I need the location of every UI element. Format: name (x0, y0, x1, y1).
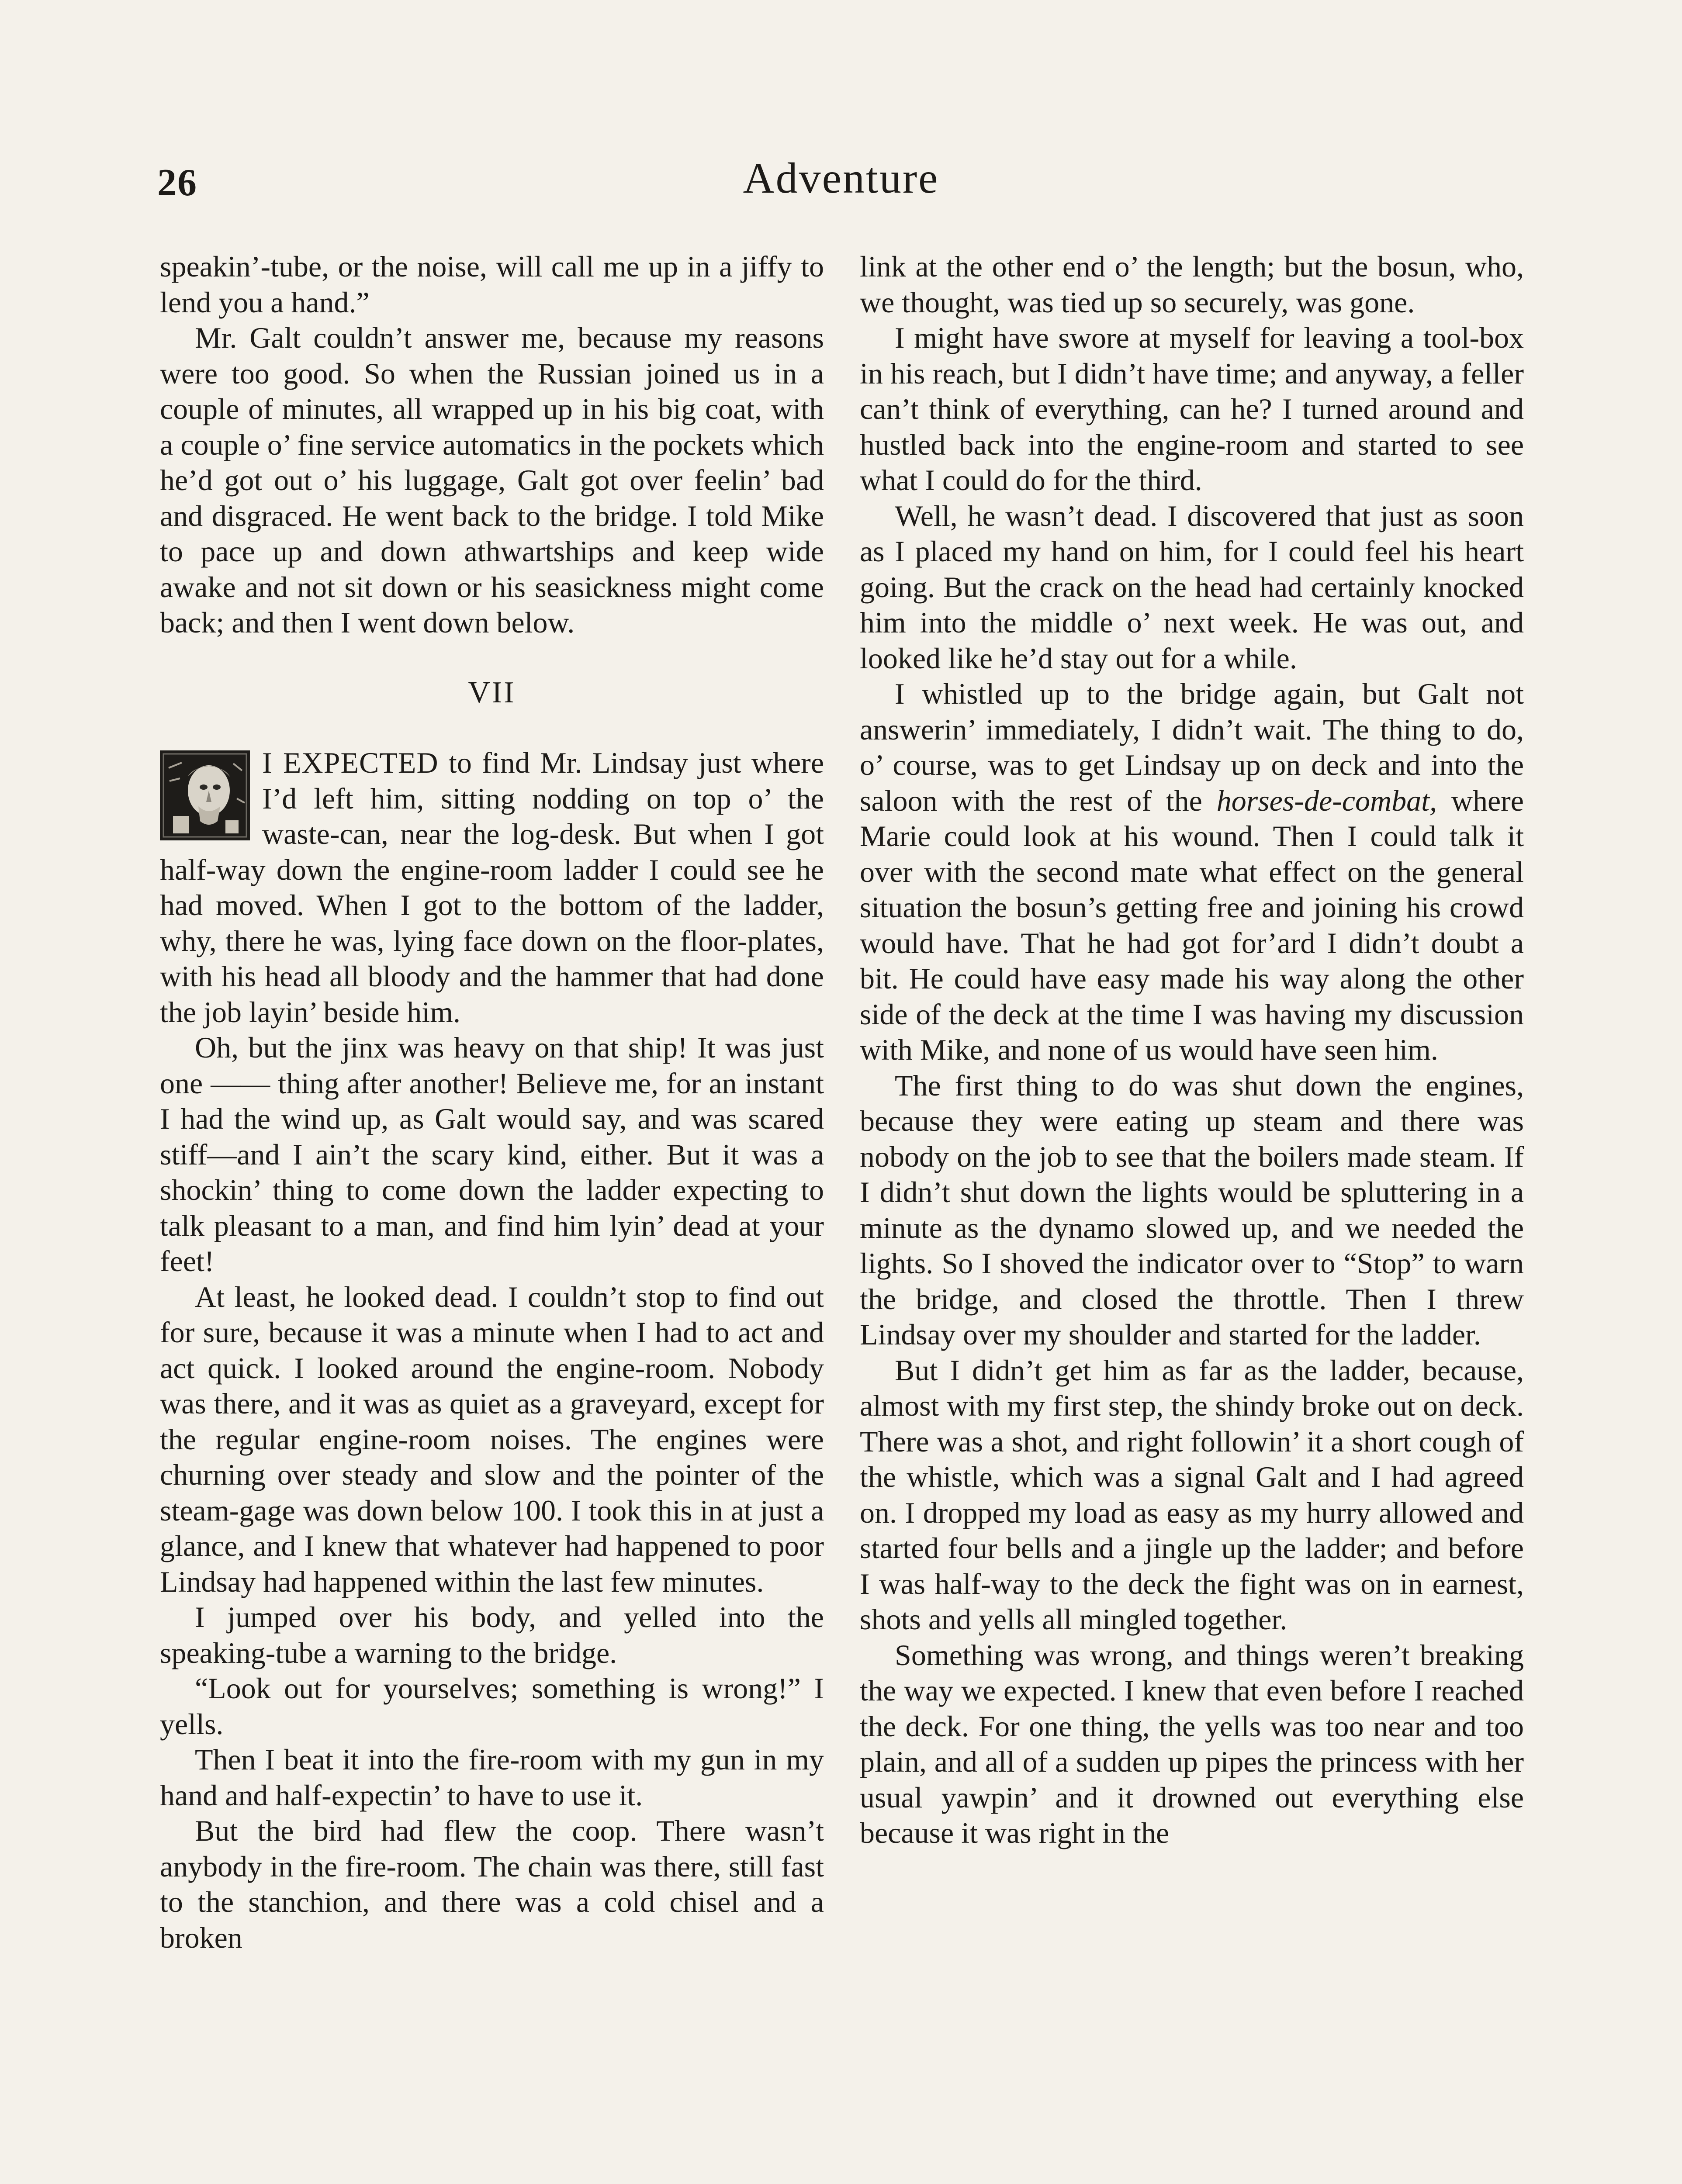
left-column (160, 249, 824, 1956)
italic-phrase: horses-de-combat, (1216, 784, 1437, 817)
paragraph: Something was wrong, and things weren’t breaking the way we expected. I knew that even before I reached the deck. For one thing, the yells was too near and too plain, and all of a sudden up pipes the princess with her usual yawpin’ and it drowned out everything else because it was right in the (860, 1638, 1524, 1849)
chapter-opening (160, 745, 824, 1030)
drop-lead-text: I EXPECTED (262, 746, 439, 779)
paragraph: I EXPECTED to find Mr. Lindsay just where I’d left him, sitting nodding on top o’ the waste-can, near the log-desk. But when I got half-way down the engine-room ladder I could see he had moved. When I got to the bottom of the ladder, why, there he was, lying face down on the floor-plates, with his head all bloody and the hammer that had done the job layin’ beside him. (160, 746, 824, 1029)
paragraph: speakin’-tube, or the noise, will call me up in a jiffy to lend you a hand.” (160, 250, 824, 319)
section-heading: VII (468, 675, 516, 709)
paragraph: I whistled up to the bridge again, but Galt not answerin’ immediately, I didn’t wait. The thing to do, o’ course, was to get Lindsay up on deck and into the saloon with the rest of the horses-de-combat, where Marie could look at his wound. Then I could talk it over with the second mate what effect on the general situation the bosun’s getting free and joining his crowd would have. That he had got for’ard I didn’t doubt a bit. He could have easy made his way along the other side of the deck at the time I was having my discussion with Mike, and none of us would have seen him. (860, 677, 1524, 1066)
illustrated-initial-icon (160, 750, 250, 840)
paragraph: link at the other end o’ the length; but the bosun, who, we thought, was tied up so securely, was gone. (860, 250, 1524, 319)
paragraph: But the bird had flew the coop. There wasn’t anybody in the fire-room. The chain was there, still fast to the stanchion, and there was a cold chisel and a broken (160, 1814, 824, 1954)
running-head-title: Adventure (743, 154, 939, 202)
page-header (157, 153, 1525, 218)
paragraph: At least, he looked dead. I couldn’t stop to find out for sure, because it was a minute when I had to act and act quick. I looked around the engine-room. Nobody was there, and it was as quiet as a graveyard, except for the regular engine-room noises. The engines were churning over steady and slow and the pointer of the steam-gage was down below 100. I took this in at just a glance, and I knew that whatever had happened to poor Lindsay had happened within the last few minutes. (160, 1280, 824, 1598)
paragraph: Oh, but the jinx was heavy on that ship! It was just one —— thing after another! Believe me, for an instant I had the wind up, as Galt would say, and was scared stiff—and I ain’t the scary kind, either. But it was a shockin’ thing to come down the ladder expecting to talk pleasant to a man, and find him lyin’ dead at your feet! (160, 1031, 824, 1278)
page-number: 26 (157, 162, 197, 204)
paragraph: I jumped over his body, and yelled into the speaking-tube a warning to the bridge. (160, 1600, 824, 1669)
right-column (860, 249, 1524, 1851)
paragraph: Mr. Galt couldn’t answer me, because my reasons were too good. So when the Russian joined us in a couple of minutes, all wrapped up in his big coat, with a couple o’ fine service automatics in the pockets which he’d got out o’ his luggage, Galt got over feelin’ bad and disgraced. He went back to the bridge. I told Mike to pace up and down athwartships and keep wide awake and not sit down or his seasickness might come back; and then I went down below. (160, 321, 824, 639)
paragraph: Then I beat it into the fire-room with my gun in my hand and half-expectin’ to have to use it. (160, 1743, 824, 1812)
paragraph: The first thing to do was shut down the engines, because they were eating up steam and there was nobody on the job to see that the boilers made steam. If I didn’t shut down the lights would be spluttering in a minute as the dynamo slowed up, and we needed the lights. So I shoved the indicator over to “Stop” to warn the bridge, and closed the throttle. Then I threw Lindsay over my shoulder and started for the ladder. (860, 1068, 1524, 1351)
paragraph: “Look out for yourselves; something is wrong!” I yells. (160, 1672, 824, 1741)
paragraph: I might have swore at myself for leaving a tool-box in his reach, but I didn’t have time; and anyway, a feller can’t think of everything, can he? I turned around and hustled back into the engine-room and started to see what I could do for the third. (860, 321, 1524, 497)
paragraph: Well, he wasn’t dead. I discovered that just as soon as I placed my hand on him, for I could feel his heart going. But the crack on the head had certainly knocked him into the middle o’ next week. He was out, and looked like he’d stay out for a while. (860, 499, 1524, 675)
paragraph: But I didn’t get him as far as the ladder, because, almost with my first step, the shindy broke out on deck. There was a shot, and right followin’ it a short cough of the whistle, which was a signal Galt and I had agreed on. I dropped my load as easy as my hurry allowed and started four bells and a jingle up the ladder; and before I was half-way to the deck the fight was on in earnest, shots and yells all mingled together. (860, 1353, 1524, 1636)
